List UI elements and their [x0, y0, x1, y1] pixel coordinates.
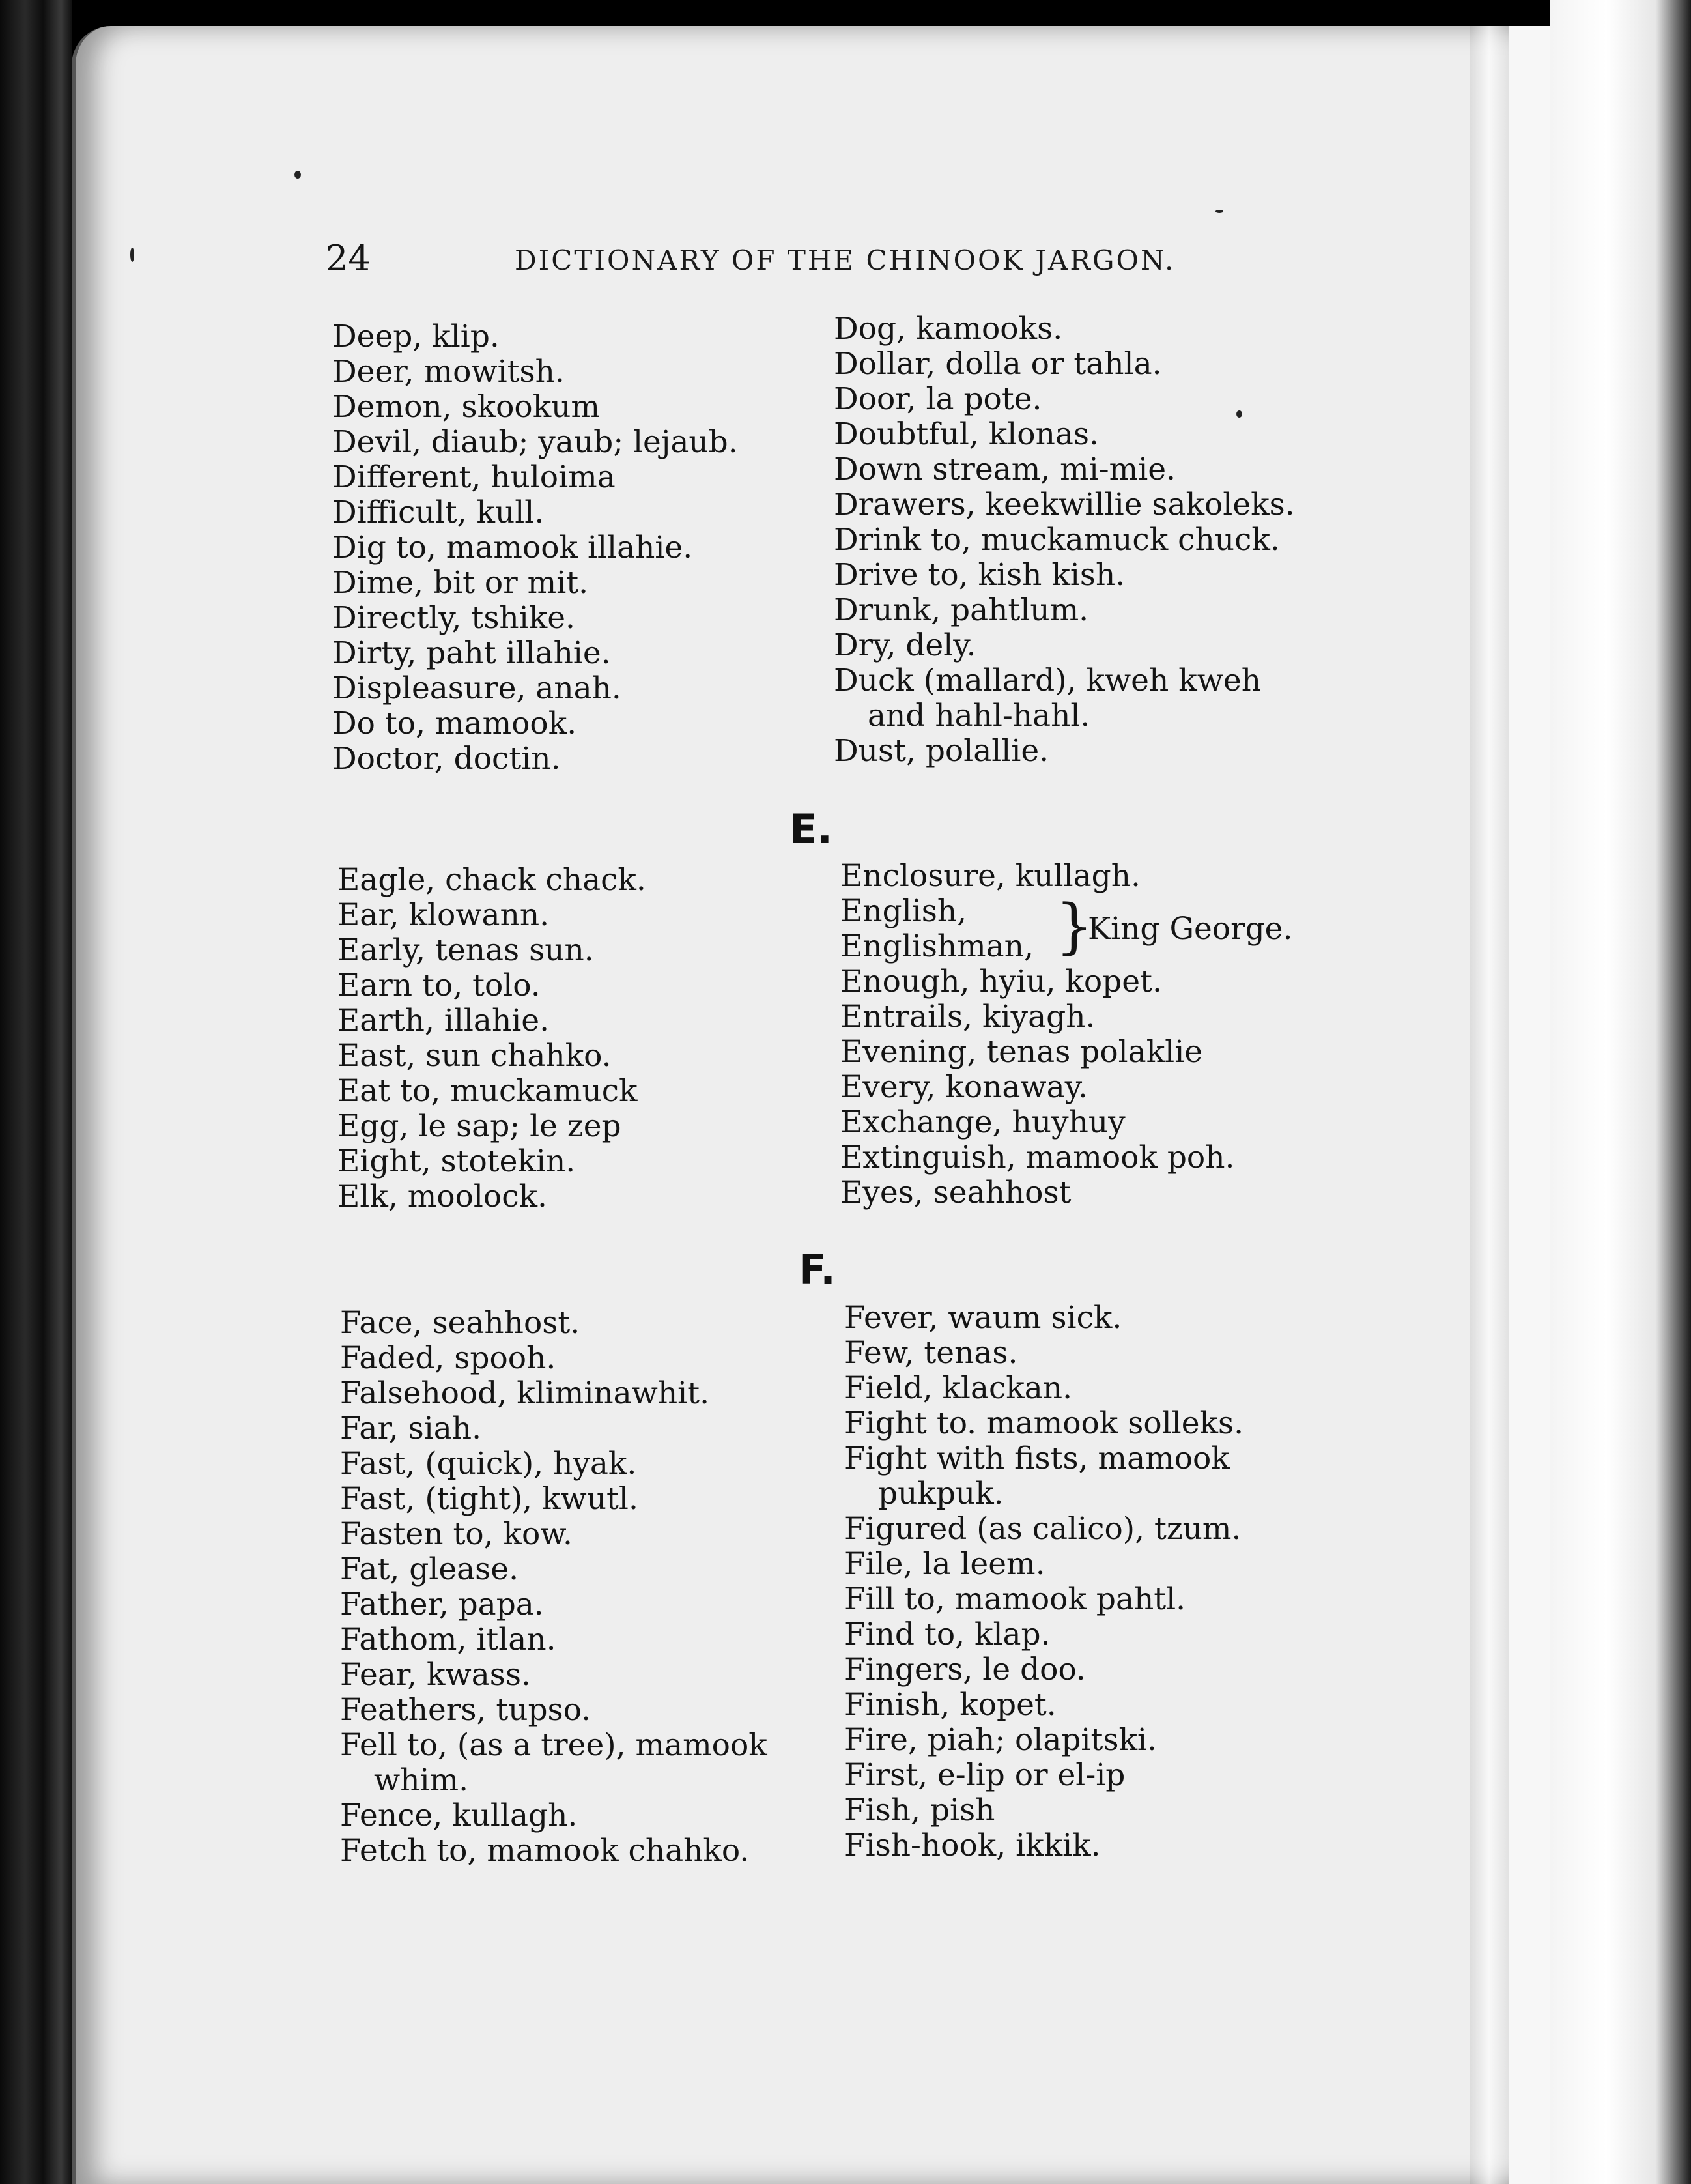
entry: Fish, pish	[844, 1792, 995, 1828]
entry: Fire, piah; olapitski.	[844, 1722, 1157, 1758]
entry: Few, tenas.	[844, 1335, 1018, 1371]
entry: Enough, hyiu, kopet.	[840, 964, 1162, 999]
entry: Drive to, kish kish.	[834, 557, 1126, 593]
entry: Extinguish, mamook poh.	[840, 1140, 1235, 1175]
entry: Directly, tshike.	[332, 600, 575, 636]
entry: Father, papa.	[340, 1587, 544, 1622]
scan-speck	[130, 248, 134, 262]
entry: Doubtful, klonas.	[834, 416, 1099, 452]
entry: Far, siah.	[340, 1411, 482, 1446]
entry-continuation: pukpuk.	[878, 1476, 1004, 1512]
entry: Dry, dely.	[834, 627, 976, 663]
entry: Entrails, kiyagh.	[840, 999, 1096, 1035]
scanner-edge-left	[0, 0, 72, 2184]
entry: Face, seahhost.	[340, 1305, 580, 1341]
entry: Fetch to, mamook chahko.	[340, 1833, 750, 1869]
scan-speck	[294, 171, 301, 179]
entry: Fasten to, kow.	[340, 1516, 573, 1552]
entry: Deep, klip.	[332, 319, 500, 354]
entry: Fast, (quick), hyak.	[340, 1446, 637, 1482]
entry: Fingers, le doo.	[844, 1652, 1086, 1688]
page-header	[326, 238, 1316, 283]
entry: Fight with fists, mamook	[844, 1441, 1230, 1476]
entry-word: Englishman,	[840, 928, 1034, 964]
entry-continuation: and hahl-hahl.	[868, 698, 1090, 734]
entry: Fight to. mamook solleks.	[844, 1405, 1244, 1441]
brace-symbol: }	[1055, 891, 1094, 961]
entry: Enclosure, kullagh.	[840, 858, 1141, 894]
entry: Figured (as calico), tzum.	[844, 1511, 1242, 1547]
entry: Egg, le sap; le zep	[337, 1108, 621, 1144]
entry: Eight, stotekin.	[337, 1143, 576, 1179]
entry: Fell to, (as a tree), mamook	[340, 1727, 767, 1763]
entry: Elk, moolock.	[337, 1179, 547, 1214]
entry: Eat to, muckamuck	[337, 1073, 638, 1109]
entry: Difficult, kull.	[332, 495, 545, 530]
entry: Find to, klap.	[844, 1616, 1051, 1652]
entry: Faded, spooh.	[340, 1340, 556, 1376]
entry: Displeasure, anah.	[332, 670, 621, 706]
entry: Fence, kullagh.	[340, 1798, 578, 1833]
entry: Deer, mowitsh.	[332, 354, 565, 390]
entry: Fear, kwass.	[340, 1657, 531, 1693]
page-number: 24	[326, 238, 371, 279]
page-right-margin	[1509, 26, 1554, 2184]
entry: First, e-lip or el-ip	[844, 1757, 1126, 1793]
entry-word: English,	[840, 893, 967, 929]
entry: Finish, kopet.	[844, 1687, 1057, 1723]
entry: Dirty, paht illahie.	[332, 635, 611, 671]
entry: Eyes, seahhost	[840, 1175, 1072, 1211]
entry: Falsehood, kliminawhit.	[340, 1375, 710, 1411]
entry: Drunk, pahtlum.	[834, 592, 1089, 628]
entry: Fast, (tight), kwutl.	[340, 1481, 638, 1517]
section-heading-e: E.	[789, 805, 832, 853]
entry: Fever, waum sick.	[844, 1300, 1122, 1336]
entry: Fill to, mamook pahtl.	[844, 1581, 1186, 1617]
entry: Fathom, itlan.	[340, 1622, 556, 1658]
entry: Down stream, mi-mie.	[834, 452, 1176, 487]
entry-continuation: whim.	[374, 1762, 469, 1798]
scan-speck	[1215, 210, 1223, 213]
entry: Dust, polallie.	[834, 733, 1049, 769]
entry: Feathers, tupso.	[340, 1692, 591, 1728]
page-fold	[1470, 26, 1509, 2184]
entry: File, la leem.	[844, 1546, 1045, 1582]
section-heading-f: F.	[799, 1246, 836, 1293]
entry: Fish-hook, ikkik.	[844, 1828, 1101, 1863]
entry: Drawers, keekwillie sakoleks.	[834, 487, 1295, 523]
entry: Dime, bit or mit.	[332, 565, 589, 601]
entry: Duck (mallard), kweh kweh	[834, 663, 1262, 698]
entry: Exchange, huyhuy	[840, 1104, 1126, 1140]
entry: Different, huloima	[332, 459, 616, 495]
entry: Door, la pote.	[834, 381, 1042, 417]
e-column-left	[337, 863, 852, 1214]
entry: Earth, illahie.	[337, 1003, 550, 1039]
entry: Dig to, mamook illahie.	[332, 530, 693, 566]
e-column-right	[840, 859, 1355, 1211]
f-column-right	[844, 1300, 1359, 1863]
entry: Early, tenas sun.	[337, 932, 594, 968]
entry: Devil, diaub; yaub; lejaub.	[332, 424, 738, 460]
entry: Every, konaway.	[840, 1069, 1088, 1105]
entry: Drink to, muckamuck chuck.	[834, 522, 1280, 558]
english-brace-entry	[840, 891, 1355, 964]
entry: Do to, mamook.	[332, 706, 577, 741]
entry: Dog, kamooks.	[834, 311, 1063, 347]
running-title: DICTIONARY OF THE CHINOOK JARGON.	[515, 244, 1176, 276]
entry: East, sun chahko.	[337, 1038, 612, 1074]
entry: Demon, skookum	[332, 389, 601, 425]
entry: Evening, tenas polaklie	[840, 1034, 1203, 1070]
entry: Earn to, tolo.	[337, 968, 541, 1003]
entry: Eagle, chack chack.	[337, 862, 646, 898]
f-column-left	[340, 1306, 855, 1869]
entry: Field, klackan.	[844, 1370, 1073, 1406]
entry: Ear, klowann.	[337, 897, 550, 933]
d-column-right	[834, 311, 1348, 769]
entry: Dollar, dolla or tahla.	[834, 346, 1162, 382]
d-column-left	[332, 319, 847, 777]
entry: Doctor, doctin.	[332, 741, 561, 777]
entry: Fat, glease.	[340, 1551, 519, 1587]
entry-translation: King George.	[1088, 911, 1293, 947]
scanner-edge-right	[1550, 0, 1691, 2184]
